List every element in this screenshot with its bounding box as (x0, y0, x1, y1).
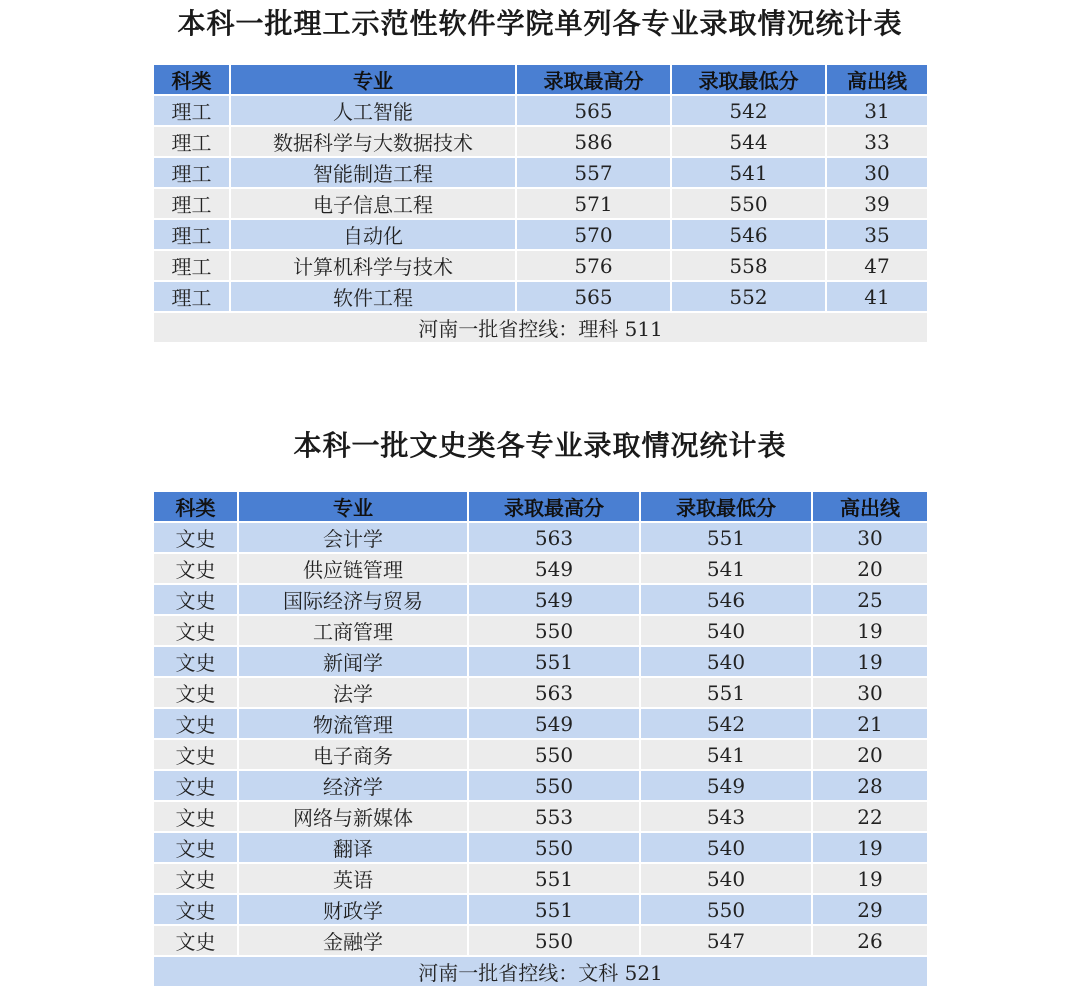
science-admission-table (154, 65, 927, 342)
table-row (154, 708, 927, 739)
table-header-row (154, 65, 927, 95)
table-row (154, 832, 927, 863)
table-row (154, 863, 927, 894)
cell-above-line: 31 (826, 95, 927, 126)
cell-above-line: 22 (812, 801, 927, 832)
cell-category: 文史 (154, 677, 238, 708)
header-category: 科类 (154, 65, 230, 95)
cell-max-score: 550 (468, 832, 640, 863)
cell-max-score: 563 (468, 522, 640, 553)
table2-title: 本科一批文史类各专业录取情况统计表 (293, 429, 787, 462)
table1-title: 本科一批理工示范性软件学院单列各专业录取情况统计表 (177, 7, 903, 40)
table-row (154, 584, 927, 615)
cell-above-line: 41 (826, 281, 927, 312)
cell-min-score: 543 (640, 801, 812, 832)
cell-above-line: 29 (812, 894, 927, 925)
cell-category: 理工 (154, 188, 230, 219)
cell-major: 新闻学 (238, 646, 468, 677)
cell-min-score: 549 (640, 770, 812, 801)
table-row (154, 188, 927, 219)
header-min-score: 录取最低分 (640, 492, 812, 522)
cell-max-score: 563 (468, 677, 640, 708)
cell-major: 金融学 (238, 925, 468, 956)
cell-major: 自动化 (230, 219, 516, 250)
cell-max-score: 553 (468, 801, 640, 832)
cell-max-score: 571 (516, 188, 671, 219)
table1-footer-control-line: 河南一批省控线：理科 511 (154, 312, 927, 342)
cell-above-line: 20 (812, 739, 927, 770)
table-row (154, 894, 927, 925)
cell-major: 网络与新媒体 (238, 801, 468, 832)
cell-max-score: 565 (516, 95, 671, 126)
table-row (154, 281, 927, 312)
cell-min-score: 542 (640, 708, 812, 739)
header-max-score: 录取最高分 (516, 65, 671, 95)
cell-category: 文史 (154, 708, 238, 739)
cell-above-line: 28 (812, 770, 927, 801)
cell-major: 法学 (238, 677, 468, 708)
table2-footer-control-line: 河南一批省控线：文科 521 (154, 956, 927, 986)
cell-max-score: 551 (468, 894, 640, 925)
cell-major: 国际经济与贸易 (238, 584, 468, 615)
cell-max-score: 550 (468, 615, 640, 646)
cell-major: 电子信息工程 (230, 188, 516, 219)
cell-category: 文史 (154, 553, 238, 584)
cell-min-score: 542 (671, 95, 826, 126)
cell-max-score: 550 (468, 739, 640, 770)
cell-above-line: 39 (826, 188, 927, 219)
cell-above-line: 30 (826, 157, 927, 188)
liberal-arts-admission-table (154, 492, 927, 986)
cell-above-line: 47 (826, 250, 927, 281)
table-row (154, 95, 927, 126)
cell-major: 数据科学与大数据技术 (230, 126, 516, 157)
table-row (154, 770, 927, 801)
cell-max-score: 565 (516, 281, 671, 312)
cell-min-score: 558 (671, 250, 826, 281)
cell-major: 会计学 (238, 522, 468, 553)
cell-major: 工商管理 (238, 615, 468, 646)
table-row (154, 646, 927, 677)
cell-category: 理工 (154, 250, 230, 281)
cell-min-score: 540 (640, 863, 812, 894)
cell-category: 文史 (154, 584, 238, 615)
table-header-row (154, 492, 927, 522)
cell-above-line: 33 (826, 126, 927, 157)
cell-max-score: 557 (516, 157, 671, 188)
header-min-score: 录取最低分 (671, 65, 826, 95)
cell-major: 翻译 (238, 832, 468, 863)
cell-major: 电子商务 (238, 739, 468, 770)
cell-above-line: 19 (812, 646, 927, 677)
cell-max-score: 549 (468, 584, 640, 615)
cell-category: 文史 (154, 832, 238, 863)
header-max-score: 录取最高分 (468, 492, 640, 522)
cell-min-score: 541 (640, 553, 812, 584)
table-row (154, 126, 927, 157)
cell-max-score: 586 (516, 126, 671, 157)
cell-category: 文史 (154, 894, 238, 925)
cell-max-score: 550 (468, 770, 640, 801)
cell-category: 文史 (154, 925, 238, 956)
table-row (154, 250, 927, 281)
table1-body (154, 95, 927, 312)
cell-category: 理工 (154, 281, 230, 312)
cell-above-line: 19 (812, 615, 927, 646)
cell-category: 文史 (154, 739, 238, 770)
table-row (154, 219, 927, 250)
cell-min-score: 541 (671, 157, 826, 188)
table-row (154, 677, 927, 708)
cell-min-score: 550 (640, 894, 812, 925)
cell-max-score: 576 (516, 250, 671, 281)
cell-category: 文史 (154, 522, 238, 553)
cell-major: 供应链管理 (238, 553, 468, 584)
cell-major: 软件工程 (230, 281, 516, 312)
cell-above-line: 19 (812, 863, 927, 894)
cell-above-line: 25 (812, 584, 927, 615)
cell-above-line: 30 (812, 522, 927, 553)
cell-major: 英语 (238, 863, 468, 894)
cell-category: 文史 (154, 615, 238, 646)
cell-major: 物流管理 (238, 708, 468, 739)
table-row (154, 925, 927, 956)
cell-min-score: 550 (671, 188, 826, 219)
header-above-line: 高出线 (812, 492, 927, 522)
cell-max-score: 550 (468, 925, 640, 956)
cell-category: 文史 (154, 646, 238, 677)
cell-category: 理工 (154, 219, 230, 250)
cell-category: 文史 (154, 801, 238, 832)
table-row (154, 801, 927, 832)
cell-above-line: 21 (812, 708, 927, 739)
cell-max-score: 549 (468, 553, 640, 584)
table-row (154, 157, 927, 188)
cell-major: 财政学 (238, 894, 468, 925)
header-category: 科类 (154, 492, 238, 522)
header-major: 专业 (238, 492, 468, 522)
cell-above-line: 30 (812, 677, 927, 708)
cell-category: 理工 (154, 157, 230, 188)
table-row (154, 553, 927, 584)
cell-category: 文史 (154, 770, 238, 801)
table-row (154, 739, 927, 770)
header-above-line: 高出线 (826, 65, 927, 95)
table-row (154, 522, 927, 553)
cell-max-score: 570 (516, 219, 671, 250)
cell-max-score: 551 (468, 863, 640, 894)
cell-min-score: 551 (640, 522, 812, 553)
cell-min-score: 546 (640, 584, 812, 615)
cell-above-line: 20 (812, 553, 927, 584)
table2-body (154, 522, 927, 956)
cell-major: 人工智能 (230, 95, 516, 126)
cell-min-score: 540 (640, 646, 812, 677)
cell-above-line: 19 (812, 832, 927, 863)
cell-category: 文史 (154, 863, 238, 894)
header-major: 专业 (230, 65, 516, 95)
cell-max-score: 551 (468, 646, 640, 677)
cell-min-score: 552 (671, 281, 826, 312)
table-row (154, 615, 927, 646)
cell-category: 理工 (154, 95, 230, 126)
cell-above-line: 26 (812, 925, 927, 956)
cell-min-score: 540 (640, 832, 812, 863)
cell-min-score: 547 (640, 925, 812, 956)
cell-min-score: 540 (640, 615, 812, 646)
cell-major: 智能制造工程 (230, 157, 516, 188)
cell-major: 计算机科学与技术 (230, 250, 516, 281)
cell-major: 经济学 (238, 770, 468, 801)
cell-min-score: 541 (640, 739, 812, 770)
cell-max-score: 549 (468, 708, 640, 739)
cell-min-score: 544 (671, 126, 826, 157)
cell-min-score: 546 (671, 219, 826, 250)
cell-min-score: 551 (640, 677, 812, 708)
cell-above-line: 35 (826, 219, 927, 250)
cell-category: 理工 (154, 126, 230, 157)
